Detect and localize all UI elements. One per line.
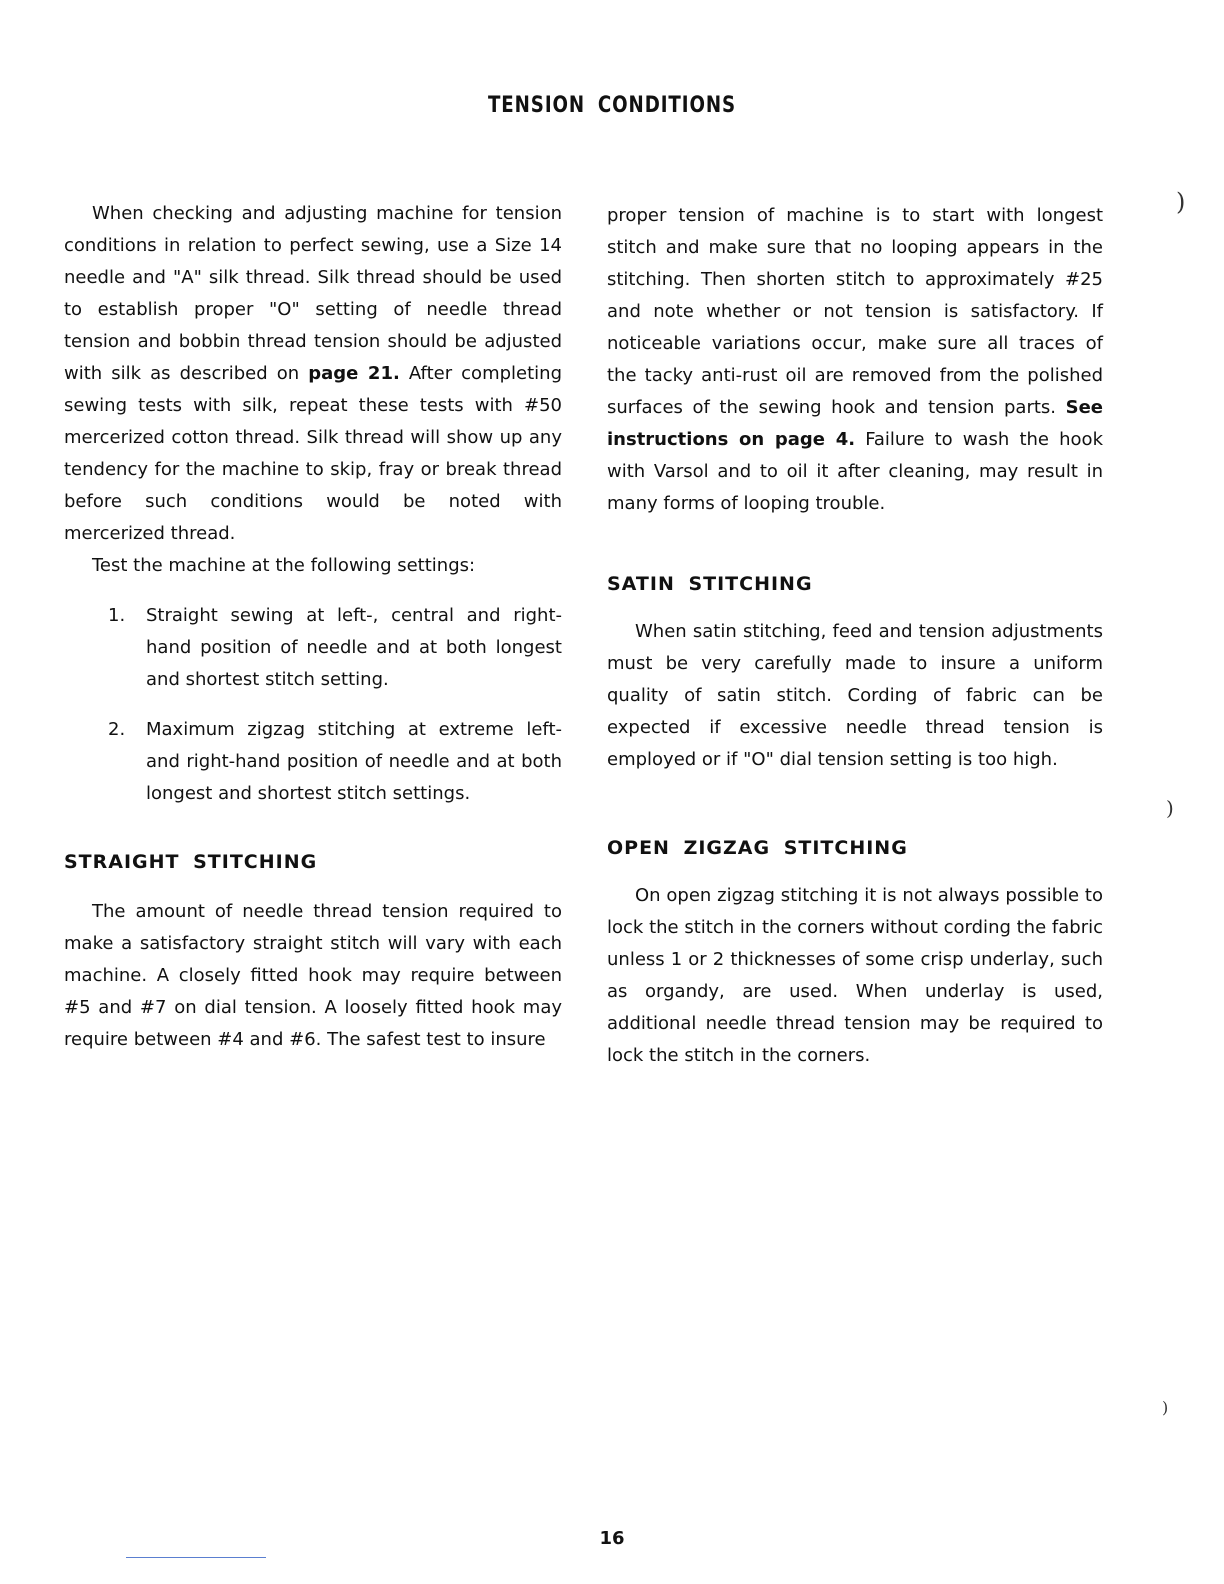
margin-bracket-icon: )	[1176, 188, 1186, 216]
continued-paragraph	[607, 200, 1103, 520]
left-column	[64, 198, 562, 1056]
footer-rule	[126, 1557, 266, 1558]
intro-text-a: When checking and adjusting machine for tension conditions in relation to perfect sewing, use a Size 14 needle and "A" silk thread. Silk thread should be used to establish proper "O" setting of needle thread tension and bobbin thread tension should be adjusted with silk as described on	[64, 203, 562, 384]
page-4-reference: See instructions on page 4.	[607, 397, 1103, 450]
continued-text-a: proper tension of machine is to start with longest stitch and make sure that no looping appears in the stitching. Then shorten stitch to approximately #25 and note whether or not tension is satisfactory. If noticeable variations occur, make sure all traces of the tacky anti-rust oil are removed from the polished surfaces of the sewing hook and tension parts.	[607, 205, 1103, 418]
list-item-number: 1.	[108, 605, 126, 626]
settings-list	[64, 600, 562, 810]
straight-stitching-heading: STRAIGHT STITCHING	[64, 851, 318, 873]
intro-paragraph	[64, 198, 562, 550]
margin-bracket-icon: )	[1162, 1398, 1169, 1417]
page-title: TENSION CONDITIONS	[487, 92, 737, 118]
margin-bracket-icon: )	[1166, 796, 1174, 820]
straight-stitching-paragraph: The amount of needle thread tension required to make a satisfactory straight stitch will vary with each machine. A closely fitted hook may require between #5 and #7 on dial tension. A loosely fitted hook may require between #4 and #6. The safest test to insure	[64, 901, 562, 1050]
list-item	[64, 600, 562, 696]
test-intro: Test the machine at the following settings:	[92, 555, 476, 576]
open-zigzag-paragraph: On open zigzag stitching it is not always possible to lock the stitch in the corners without cording the fabric unless 1 or 2 thicknesses of some crisp underlay, such as organdy, are used. When underlay is used, additional needle thread tension may be required to lock the stitch in the corners.	[607, 885, 1103, 1066]
intro-text-b: After completing sewing tests with silk, repeat these tests with #50 mercerized cotton thread. Silk thread will show up any tendency for the machine to skip, fray or break thread before such conditions would be noted with mercerized thread.	[64, 363, 563, 544]
page-number: 16	[599, 1528, 625, 1549]
satin-stitching-heading: SATIN STITCHING	[607, 573, 813, 595]
satin-stitching-paragraph: When satin stitching, feed and tension adjustments must be very carefully made to insure a uniform quality of satin stitch. Cording of fabric can be expected if excessive needle thread tension is employed or if "O" dial tension setting is too high.	[607, 621, 1103, 770]
open-zigzag-heading: OPEN ZIGZAG STITCHING	[607, 837, 908, 859]
page-21-reference: page 21.	[308, 363, 400, 384]
continued-text-b: Failure to wash the hook with Varsol and to oil it after cleaning, may result in many forms of looping trouble.	[607, 429, 1103, 514]
list-item-number: 2.	[108, 719, 126, 740]
list-item-text: Maximum zigzag stitching at extreme left- and right-hand position of needle and at both longest and shortest stitch settings.	[146, 719, 562, 804]
list-item-text: Straight sewing at left-, central and right-hand position of needle and at both longest and shortest stitch setting.	[146, 605, 562, 690]
list-item	[64, 714, 562, 810]
right-column	[607, 200, 1103, 1072]
